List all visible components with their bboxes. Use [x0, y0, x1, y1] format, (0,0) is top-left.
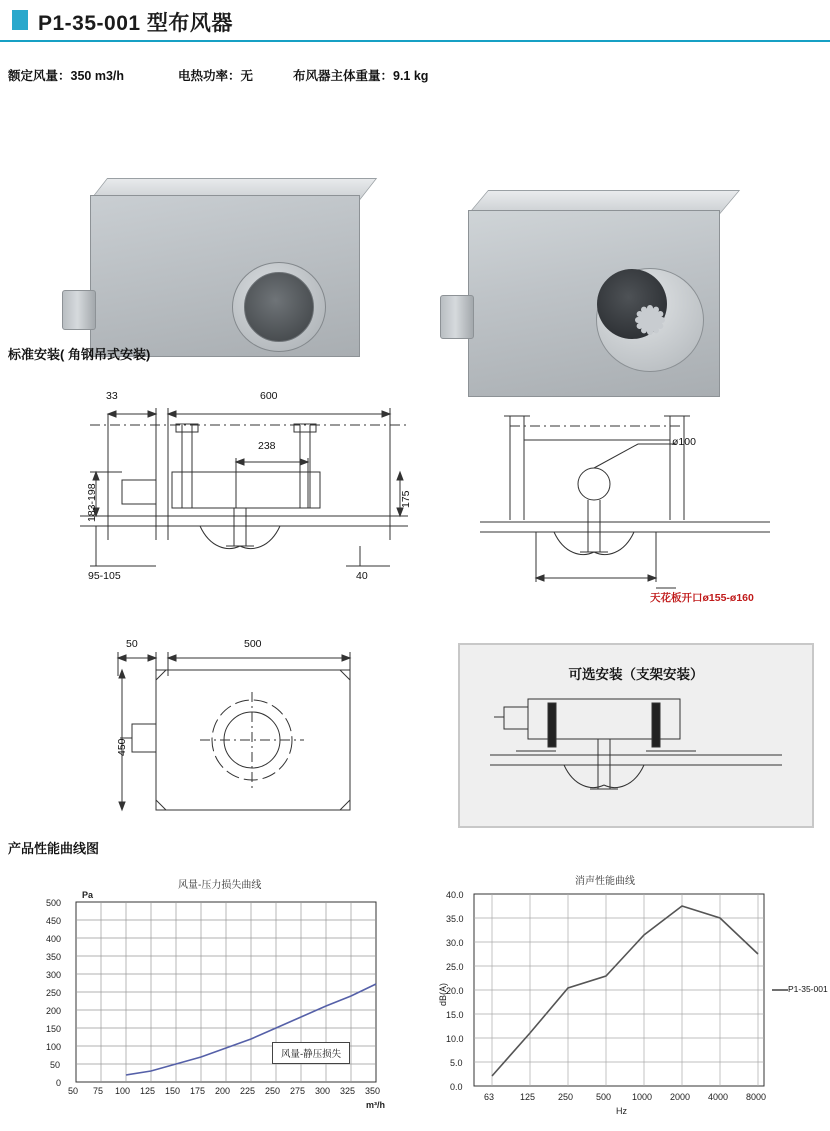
chart2-ytick-35: 35.0 [446, 914, 464, 924]
drawing-side-view [470, 392, 800, 622]
chart2-ytick-40: 40.0 [446, 890, 464, 900]
chart1-xtick-325: 325 [340, 1086, 356, 1096]
chart2-ytick-10: 10.0 [446, 1034, 464, 1044]
chart1-legend: 风量-静压损失 [272, 1042, 350, 1064]
chart2-xtick-125: 125 [520, 1092, 536, 1102]
chart2-ytick-30: 30.0 [446, 938, 464, 948]
front-view-svg [60, 380, 420, 620]
product-left-inlet-duct [62, 290, 96, 330]
chart1-ytick-200: 200 [46, 1006, 62, 1016]
spec-weight: 布风器主体重量：9.1 kg [293, 69, 429, 83]
product-right-inlet-duct [440, 295, 474, 339]
optional-install-panel [458, 643, 814, 828]
chart1-ytick-350: 350 [46, 952, 62, 962]
chart1-ytick-250: 250 [46, 988, 62, 998]
plan-view-svg [100, 636, 400, 836]
dim-600: 600 [260, 390, 278, 402]
chart1-ytick-50: 50 [50, 1060, 61, 1070]
header-accent-mark [12, 10, 28, 30]
dim-50: 50 [126, 638, 138, 650]
chart2-ytick-25: 25.0 [446, 962, 464, 972]
chart2-xlabel: Hz [616, 1106, 627, 1116]
chart1-xtick-225: 225 [240, 1086, 256, 1096]
dim-450: 450 [116, 738, 128, 756]
chart1-ylabel: Pa [82, 890, 94, 900]
chart2-ytick-0: 0.0 [450, 1082, 463, 1092]
chart1-ytick-100: 100 [46, 1042, 62, 1052]
chart1-xtick-150: 150 [165, 1086, 181, 1096]
drawing-plan-view [100, 636, 400, 836]
dim-d100: ø100 [672, 436, 696, 448]
drawing-optional-install [486, 693, 786, 813]
chart1-svg [10, 866, 410, 1116]
product-left-open-outlet [244, 272, 314, 342]
chart2-ylabel: dB(A) [438, 982, 448, 1006]
chart2-xtick-1000: 1000 [632, 1092, 653, 1102]
chart1-xtick-300: 300 [315, 1086, 331, 1096]
dim-238: 238 [258, 440, 276, 452]
chart1-xtick-350: 350 [365, 1086, 381, 1096]
product-right-diffuser-face [596, 268, 704, 372]
optional-install-title: 可选安装（支架安装） [568, 667, 704, 682]
chart1-xtick-125: 125 [140, 1086, 156, 1096]
chart1-xtick-275: 275 [290, 1086, 306, 1096]
chart1-xtick-75: 75 [93, 1086, 104, 1096]
chart2-ytick-15: 15.0 [446, 1010, 464, 1020]
side-view-svg [470, 392, 800, 622]
chart1-xlabel: m³/h [366, 1100, 385, 1110]
dim-95-105: 95-105 [88, 570, 121, 582]
optional-install-svg [486, 693, 786, 813]
chart2-legend: P1-35-001 [788, 984, 828, 994]
install-section-title: 标准安装( 角钢吊式安装) [8, 347, 151, 362]
dim-33: 33 [106, 390, 118, 402]
chart1-ytick-450: 450 [46, 916, 62, 926]
chart2-ytick-5: 5.0 [450, 1058, 463, 1068]
product-right-swirl-core [597, 269, 667, 339]
chart1-xtick-250: 250 [265, 1086, 281, 1096]
chart1-ytick-500: 500 [46, 898, 62, 908]
chart2-xtick-4000: 4000 [708, 1092, 729, 1102]
page-title: P1-35-001 型布风器 [38, 12, 233, 35]
chart-pressure-loss [10, 866, 410, 1116]
product-left-body [90, 195, 360, 357]
chart1-xtick-50: 50 [68, 1086, 79, 1096]
chart2-xtick-500: 500 [596, 1092, 612, 1102]
chart2-xtick-2000: 2000 [670, 1092, 691, 1102]
page-header [0, 0, 830, 42]
chart-acoustic [420, 866, 828, 1116]
chart1-ytick-400: 400 [46, 934, 62, 944]
chart1-xtick-200: 200 [215, 1086, 231, 1096]
chart1-ytick-0: 0 [56, 1078, 62, 1088]
chart2-xtick-63: 63 [484, 1092, 495, 1102]
chart1-xtick-100: 100 [115, 1086, 131, 1096]
dim-500: 500 [244, 638, 262, 650]
dim-175: 175 [400, 490, 412, 508]
chart1-ytick-150: 150 [46, 1024, 62, 1034]
drawing-front-view [60, 380, 420, 620]
spec-heating-power: 电热功率：无 [178, 69, 254, 83]
chart1-ytick-300: 300 [46, 970, 62, 980]
chart2-svg [420, 866, 820, 1116]
chart2-ytick-20: 20.0 [446, 986, 464, 996]
spec-airflow: 额定风量：350 m3/h [8, 69, 125, 83]
chart1-xtick-175: 175 [190, 1086, 206, 1096]
note-ceiling-opening: 天花板开口ø155-ø160 [650, 592, 754, 604]
chart2-title: 消声性能曲线 [575, 876, 635, 887]
dim-183-198: 183-198 [86, 483, 98, 522]
chart2-xtick-250: 250 [558, 1092, 574, 1102]
dim-40: 40 [356, 570, 368, 582]
curves-section-title: 产品性能曲线图 [8, 841, 100, 856]
chart2-xtick-8000: 8000 [746, 1092, 767, 1102]
chart1-title: 风量-压力损失曲线 [178, 880, 262, 891]
product-photos [0, 90, 830, 340]
